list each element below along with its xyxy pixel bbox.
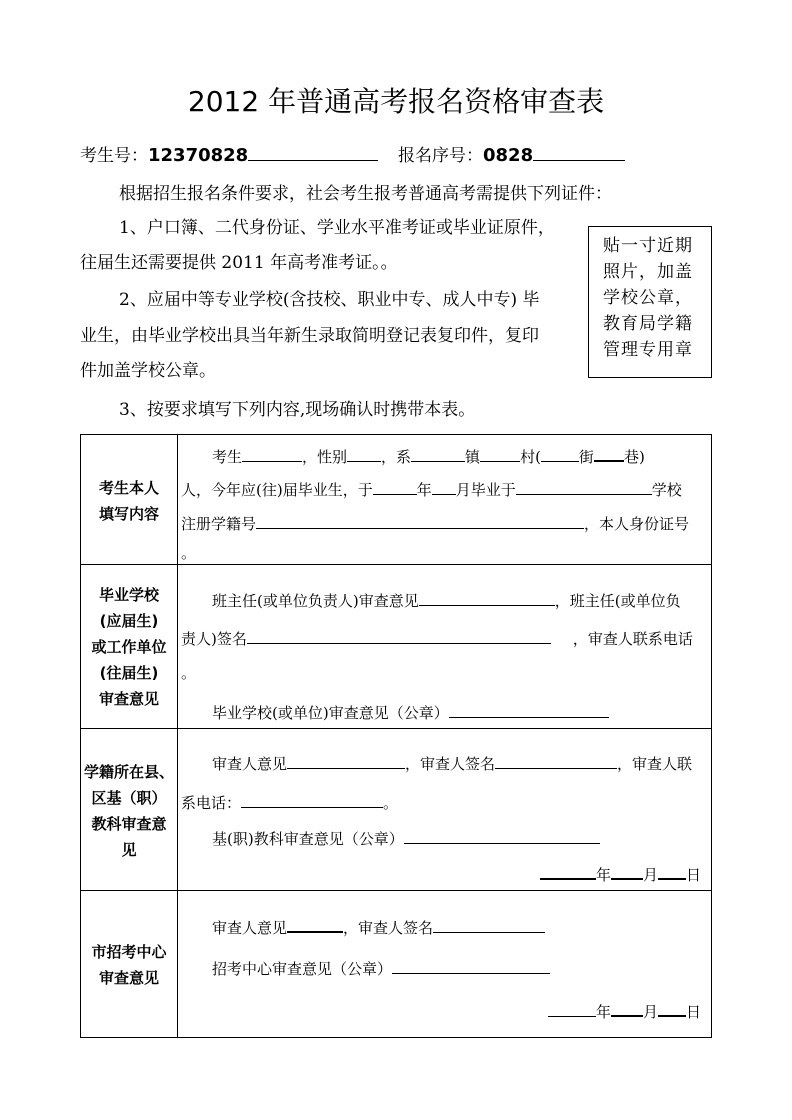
city-review-line-2: 招考中心审查意见（公章） [212, 955, 550, 979]
teacher-signature-blank[interactable] [247, 625, 551, 644]
exam-number-blank[interactable] [248, 142, 378, 161]
county-review-line-2: 系电话： 。 [181, 789, 398, 813]
county-month-blank[interactable] [611, 860, 643, 880]
village-blank[interactable] [541, 443, 579, 462]
table-row-divider [80, 890, 712, 891]
table-row-divider [80, 564, 712, 565]
county-phone-blank[interactable] [241, 789, 383, 808]
county-seal-blank[interactable] [404, 825, 600, 844]
intro-item-2-line-b: 业生，由毕业学校出具当年新生录取简明登记表复印件，复印 [80, 326, 539, 346]
city-seal-blank[interactable] [392, 955, 550, 974]
school-review-line-4: 毕业学校(或单位)审查意见（公章） [212, 699, 609, 723]
city-review-line-1: 审查人意见 ，审查人签名 [212, 913, 545, 938]
county-year-blank[interactable] [540, 860, 596, 880]
county-review-date: 年 月 日 [540, 860, 701, 885]
applicant-line-2: 人，今年应(往)届毕业生，于 年 月毕业于 学校 [181, 476, 682, 500]
applicant-line-4: 。 [181, 544, 197, 562]
school-blank[interactable] [516, 476, 652, 495]
registration-number-label: 报名序号： [398, 146, 483, 166]
applicant-line-3: 注册学籍号 ，本人身份证号 [181, 510, 689, 534]
table-column-divider [177, 434, 178, 1038]
intro-item-1-line-a: 1、户口簿、二代身份证、学业水平准考证或毕业证原件， [119, 218, 555, 238]
city-year-blank[interactable] [548, 998, 596, 1017]
county-blank[interactable] [411, 443, 465, 462]
county-signature-blank[interactable] [495, 750, 617, 769]
town-blank[interactable] [480, 443, 520, 462]
grad-year-blank[interactable] [373, 476, 417, 495]
applicant-line-1: 考生 ，性别 ，系 镇 村( 街 巷) [212, 442, 645, 467]
photo-box-line: 照片，加盖 [603, 262, 693, 282]
county-review-line-1: 审查人意见 ，审查人签名 ，审查人联 [212, 750, 692, 774]
school-seal-blank[interactable] [449, 699, 609, 718]
intro-item-3: 3、按要求填写下列内容,现场确认时携带本表。 [119, 400, 476, 420]
teacher-opinion-blank[interactable] [419, 587, 555, 606]
row-label-city-review: 市招考中心 审查意见 [91, 943, 167, 987]
intro-item-2-line-c: 件加盖学校公章。 [80, 361, 216, 381]
photo-box-line: 贴一寸近期 [603, 236, 693, 256]
city-signature-blank[interactable] [433, 914, 545, 933]
city-review-date: 年 月 日 [548, 997, 701, 1022]
school-review-line-3: 。 [181, 664, 197, 682]
grad-month-blank[interactable] [432, 476, 456, 495]
school-review-line-2: 责人)签名 ，审查人联系电话 [181, 625, 693, 649]
intro-paragraph-0: 根据招生报名条件要求，社会考生报考普通高考需提供下列证件： [119, 184, 612, 204]
city-day-blank[interactable] [658, 997, 686, 1017]
intro-item-1-line-b: 往届生还需要提供 2011 年高考准考证。。 [80, 253, 398, 273]
county-opinion-blank[interactable] [287, 750, 405, 769]
street-blank[interactable] [594, 442, 624, 462]
registration-number-value: 0828 [483, 145, 534, 166]
registration-number-blank[interactable] [533, 142, 625, 161]
page-title: 2012 年普通高考报名资格审查表 [187, 85, 605, 118]
name-blank[interactable] [242, 443, 302, 462]
row-label-county-review: 学籍所在县、 区基（职） 教科审查意 见 [83, 763, 174, 859]
city-opinion-blank[interactable] [287, 913, 343, 933]
photo-box-line: 学校公章， [603, 288, 693, 308]
row-label-applicant: 考生本人 填写内容 [98, 479, 159, 523]
row-label-school-review: 毕业学校 (应届生) 或工作单位 (往届生) 审查意见 [91, 586, 167, 708]
intro-item-2-line-a: 2、应届中等专业学校(含技校、职业中专、成人中专) 毕 [119, 290, 540, 310]
table-row-divider [80, 728, 712, 729]
school-review-line-1: 班主任(或单位负责人)审查意见 ，班主任(或单位负 [212, 587, 681, 611]
photo-box-line: 教育局学籍 [603, 314, 693, 334]
exam-number-value: 12370828 [148, 145, 249, 166]
exam-number-label: 考生号： [80, 146, 148, 166]
county-review-line-3: 基(职)教科审查意见（公章） [212, 825, 600, 849]
exam-number-line [80, 141, 378, 166]
student-id-blank[interactable] [256, 510, 584, 529]
county-day-blank[interactable] [658, 860, 686, 880]
city-month-blank[interactable] [611, 997, 643, 1017]
photo-box [588, 226, 712, 378]
registration-number-line [398, 141, 625, 166]
gender-blank[interactable] [347, 443, 381, 462]
photo-box-line: 管理专用章 [603, 340, 693, 360]
